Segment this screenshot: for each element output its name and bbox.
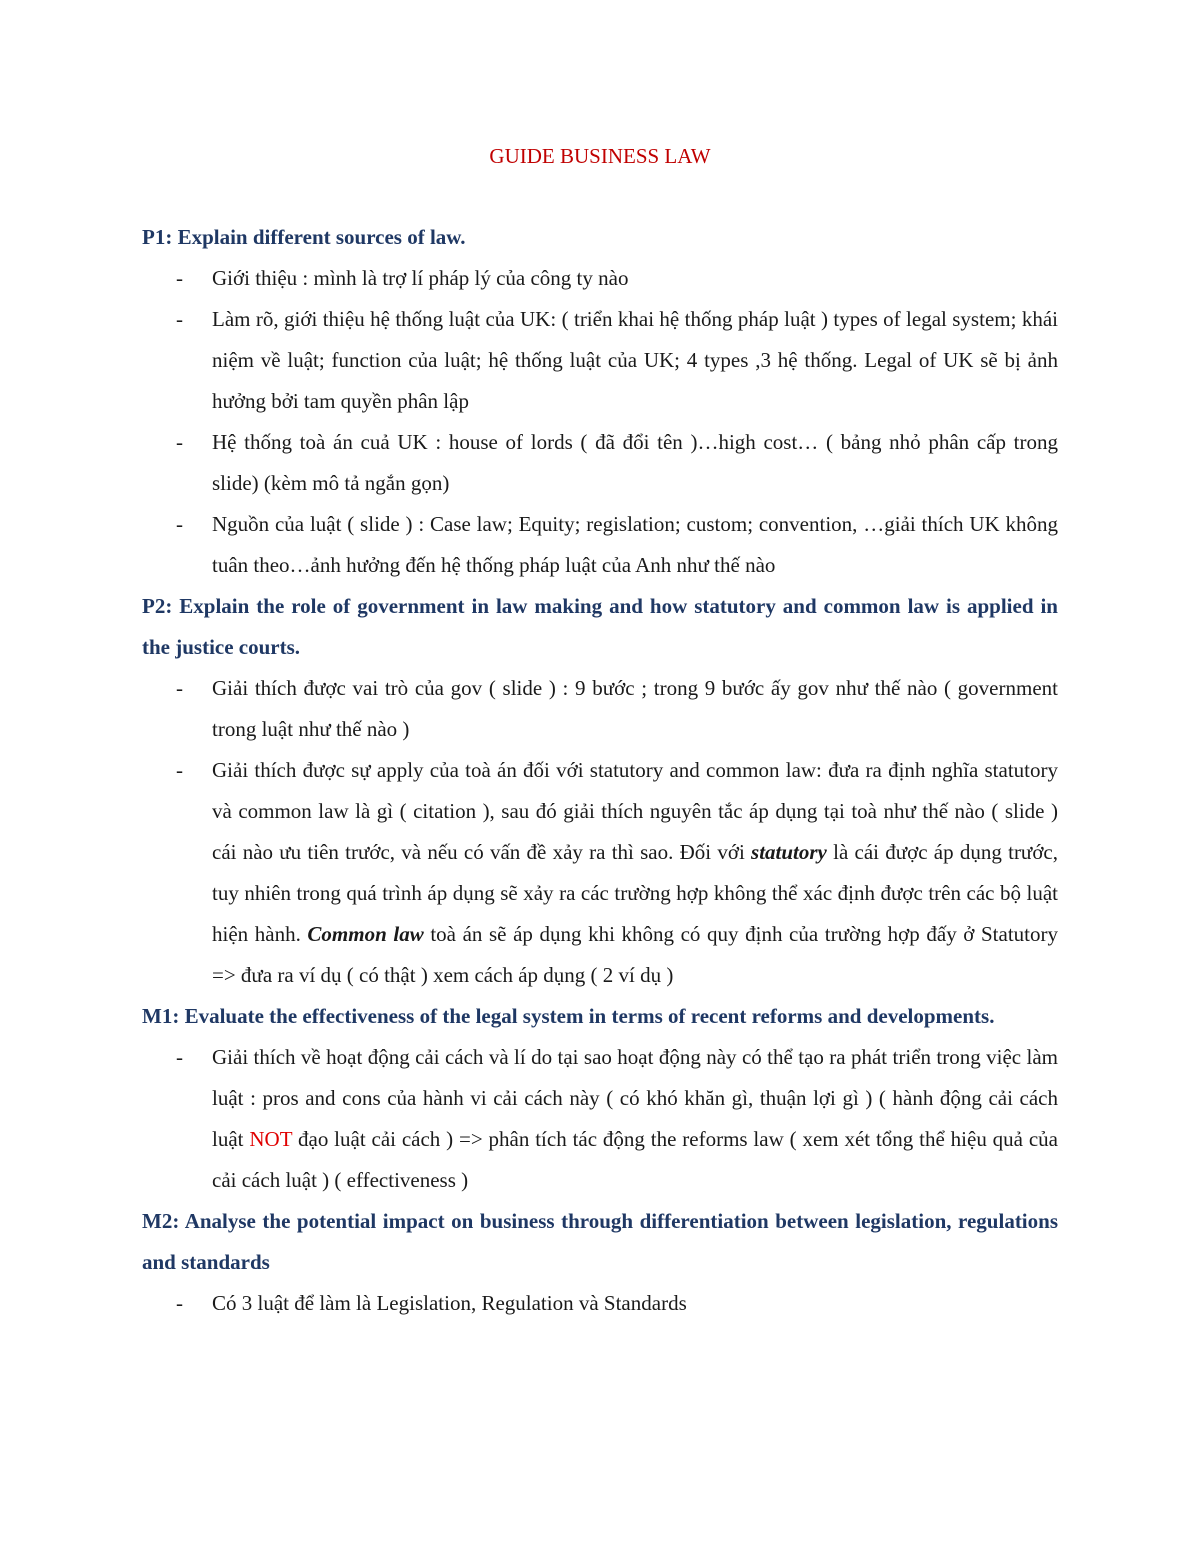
list-item-text: Giới thiệu : mình là trợ lí pháp lý của công ty nào [212,266,629,290]
list-item-text: Giải thích được vai trò của gov ( slide ) : 9 bước ; trong 9 bước ấy gov như thế nào ( government trong luật như thế nào ) [212,676,1058,741]
list-item [142,1283,1058,1324]
section-list-m2 [142,1283,1058,1324]
section-list-p1 [142,258,1058,586]
document-title: GUIDE BUSINESS LAW [489,144,711,168]
bullet-dash: - [176,512,183,536]
list-item-text: Làm rõ, giới thiệu hệ thống luật của UK: ( triển khai hệ thống pháp luật ) types of legal system; khái niệm về luật; function của luật; hệ thống luật của UK; 4 types ,3 hệ thống. Legal of UK sẽ bị ảnh hưởng bởi tam quyền phân lập [212,307,1058,413]
list-item [142,750,1058,996]
bullet-dash: - [176,430,183,454]
list-item-text-part: đạo luật cải cách ) => phân tích tác động the reforms law ( xem xét tổng thể hiệu quả của cải cách luật ) ( effectiveness ) [212,1127,1058,1192]
list-item-text-part: Giải thích về hoạt động cải cách và lí do tại sao hoạt động này có thể tạo ra phát triển trong việc làm luật : pros and cons của hành vi cải cách này ( có khó khăn gì, thuận lợi gì ) ( hành động cải cách luật [212,1045,1058,1151]
section-list-m1 [142,1037,1058,1201]
list-item-text-part: là cái được áp dụng trước, tuy nhiên trong quá trình áp dụng sẽ xảy ra các trường hợp không thể xác định được trên các bộ luật hiện hành. [212,840,1058,946]
emphasis-common-law: Common law [307,922,424,946]
bullet-dash: - [176,266,183,290]
list-item-text: Nguồn của luật ( slide ) : Case law; Equity; regislation; custom; convention, …giải thích UK không tuân theo…ảnh hưởng đến hệ thống pháp luật của Anh như thế nào [212,512,1058,577]
section-heading-m1: M1: Evaluate the effectiveness of the legal system in terms of recent reforms and developments. [142,1004,995,1028]
bullet-dash: - [176,1045,183,1069]
section-heading-p2: P2: Explain the role of government in law making and how statutory and common law is applied in the justice courts. [142,594,1058,659]
list-item [142,299,1058,422]
bullet-dash: - [176,758,183,782]
list-item [142,504,1058,586]
document-body [142,217,1058,1324]
list-item-text: Hệ thống toà án cuả UK : house of lords ( đã đổi tên )…high cost… ( bảng nhỏ phân cấp trong slide) (kèm mô tả ngắn gọn) [212,430,1058,495]
list-item-text: Có 3 luật để làm là Legislation, Regulation và Standards [212,1291,687,1315]
list-item [142,668,1058,750]
list-item-text-part: toà án sẽ áp dụng khi không có quy định của trường hợp đấy ở Statutory => đưa ra ví dụ ( có thật ) xem cách áp dụng ( 2 ví dụ ) [212,922,1058,987]
section-heading-p1: P1: Explain different sources of law. [142,225,466,249]
emphasis-statutory: statutory [751,840,827,864]
emphasis-not: NOT [249,1127,293,1151]
list-item [142,258,1058,299]
list-item [142,1037,1058,1201]
list-item [142,422,1058,504]
bullet-dash: - [176,676,183,700]
bullet-dash: - [176,307,183,331]
list-item-text-part: Giải thích được sự apply của toà án đối với statutory and common law: đưa ra định nghĩa statutory và common law là gì ( citation ), sau đó giải thích nguyên tắc áp dụng tại toà như thế nào ( slide ) cái nào ưu tiên trước, và nếu có vấn đề xảy ra thì sao. Đối với [212,758,1058,864]
section-heading-m2: M2: Analyse the potential impact on business through differentiation between legislation, regulations and standards [142,1209,1058,1274]
section-list-p2 [142,668,1058,996]
bullet-dash: - [176,1291,183,1315]
